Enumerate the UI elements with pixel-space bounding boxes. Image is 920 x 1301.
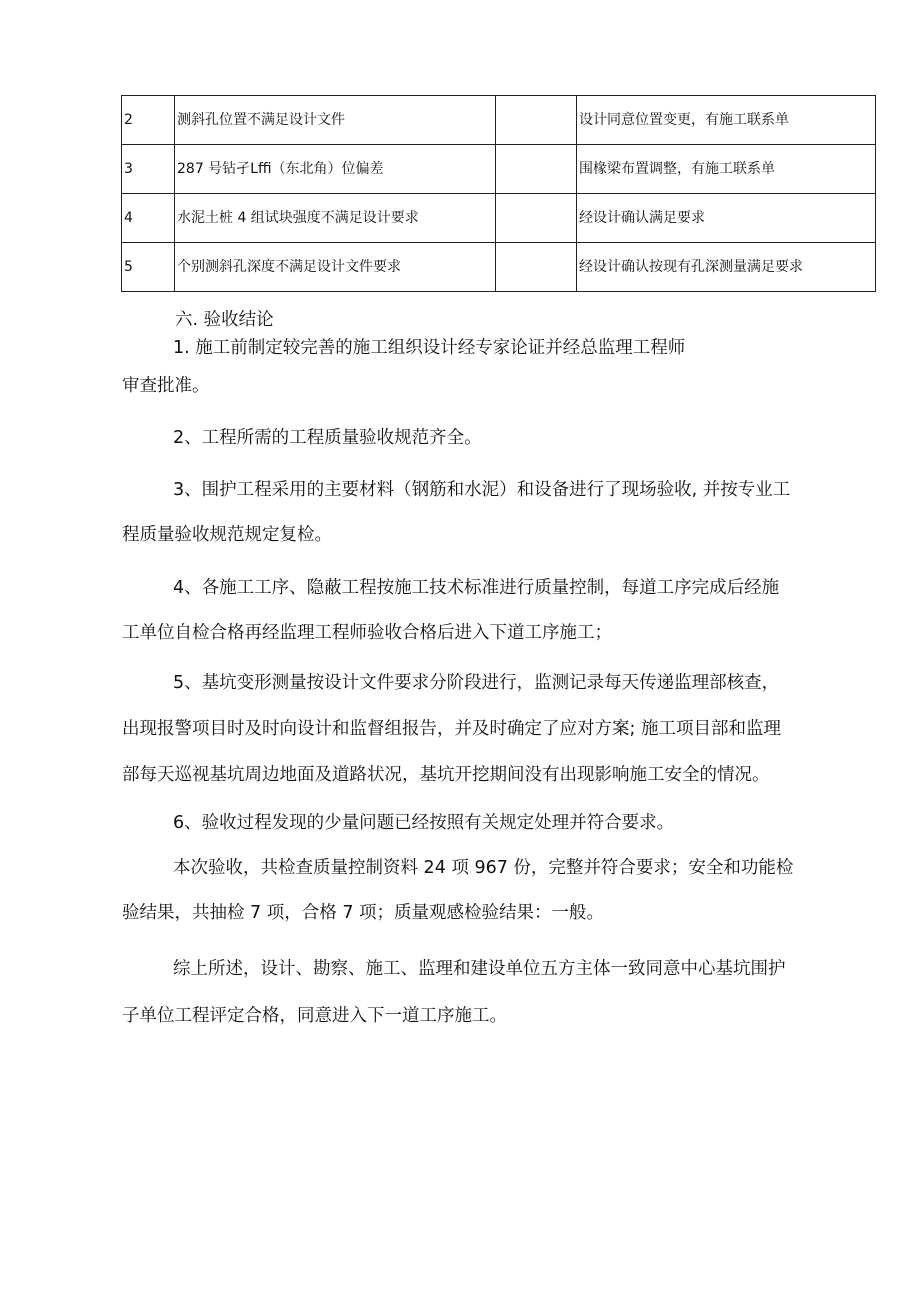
resolution-description-cell — [577, 194, 876, 243]
row-number: 2 — [124, 112, 133, 128]
empty-cell-cell — [496, 194, 577, 243]
conclusion-item-4-line-1: 4、各施工工序、隐蔽工程按施工技术标准进行质量控制，每道工序完成后经施 — [173, 578, 780, 598]
resolution-description-cell — [577, 243, 876, 292]
conclusion-item-3-line-2: 程质量验收规范规定复检。 — [122, 525, 332, 545]
resolution-description-cell — [577, 145, 876, 194]
issue-description-cell — [175, 243, 496, 292]
summary-line-1: 本次验收，共检查质量控制资料 24 项 967 份，完整并符合要求；安全和功能检 — [173, 858, 794, 878]
empty-cell-cell — [496, 145, 577, 194]
issues-table-body — [122, 96, 876, 292]
resolution-description: 经设计确认满足要求 — [579, 210, 705, 226]
table-row — [122, 194, 876, 243]
row-number: 3 — [124, 161, 133, 177]
row-number-cell — [122, 96, 175, 145]
section-heading: 六. 验收结论 — [175, 310, 274, 330]
conclusion-item-2: 2、工程所需的工程质量验收规范齐全。 — [173, 428, 482, 448]
issues-table — [121, 95, 876, 292]
empty-cell-cell — [496, 96, 577, 145]
conclusion-item-5-line-2: 出现报警项目时及时向设计和监督组报告，并及时确定了应对方案; 施工项目部和监理 — [122, 719, 781, 739]
row-number-cell — [122, 194, 175, 243]
table-row — [122, 145, 876, 194]
final-statement-line-1: 综上所述，设计、勘察、施工、监理和建设单位五方主体一致同意中心基坑围护 — [173, 959, 786, 979]
table-row — [122, 243, 876, 292]
row-number: 5 — [124, 259, 133, 275]
resolution-description-cell — [577, 96, 876, 145]
issue-description: 测斜孔位置不满足设计文件 — [177, 112, 345, 128]
issue-description-cell — [175, 145, 496, 194]
empty-cell-cell — [496, 243, 577, 292]
issue-description-cell — [175, 96, 496, 145]
conclusion-item-1-line-1: 1. 施工前制定较完善的施工组织设计经专家论证并经总监理工程师 — [173, 338, 686, 358]
conclusion-item-3-line-1: 3、围护工程采用的主要材料（钢筋和水泥）和设备进行了现场验收, 并按专业工 — [173, 480, 791, 500]
acceptance-conclusion-section — [122, 306, 878, 1030]
issue-description: 个别测斜孔深度不满足设计文件要求 — [177, 259, 401, 275]
table-row — [122, 96, 876, 145]
issue-description: 287 号钻孑Lffi（东北角）位偏差 — [177, 161, 384, 177]
conclusion-item-5-line-1: 5、基坑变形测量按设计文件要求分阶段进行，监测记录每天传递监理部核查， — [173, 673, 780, 693]
resolution-description: 围椽梁布置调整，有施工联系单 — [579, 161, 775, 177]
issue-description: 水泥土桩 4 组试块强度不满足设计要求 — [177, 210, 419, 226]
conclusion-item-6: 6、验收过程发现的少量问题已经按照有关规定处理并符合要求。 — [173, 813, 675, 833]
row-number-cell — [122, 145, 175, 194]
conclusion-item-4-line-2: 工单位自检合格再经监理工程师验收合格后进入下道工序施工； — [122, 623, 612, 643]
resolution-description: 设计同意位置变更，有施工联系单 — [579, 112, 789, 128]
resolution-description: 经设计确认按现有孔深测量满足要求 — [579, 259, 803, 275]
summary-line-2: 验结果，共抽检 7 项，合格 7 项；质量观感检验结果：一般。 — [122, 903, 605, 923]
final-statement-line-2: 子单位工程评定合格，同意进入下一道工序施工。 — [122, 1006, 507, 1026]
issue-description-cell — [175, 194, 496, 243]
conclusion-item-5-line-3: 部每天巡视基坑周边地面及道路状况，基坑开挖期间没有出现影响施工安全的情况。 — [122, 765, 770, 785]
row-number: 4 — [124, 210, 133, 226]
row-number-cell — [122, 243, 175, 292]
conclusion-item-1-line-2: 审查批准。 — [122, 376, 210, 396]
